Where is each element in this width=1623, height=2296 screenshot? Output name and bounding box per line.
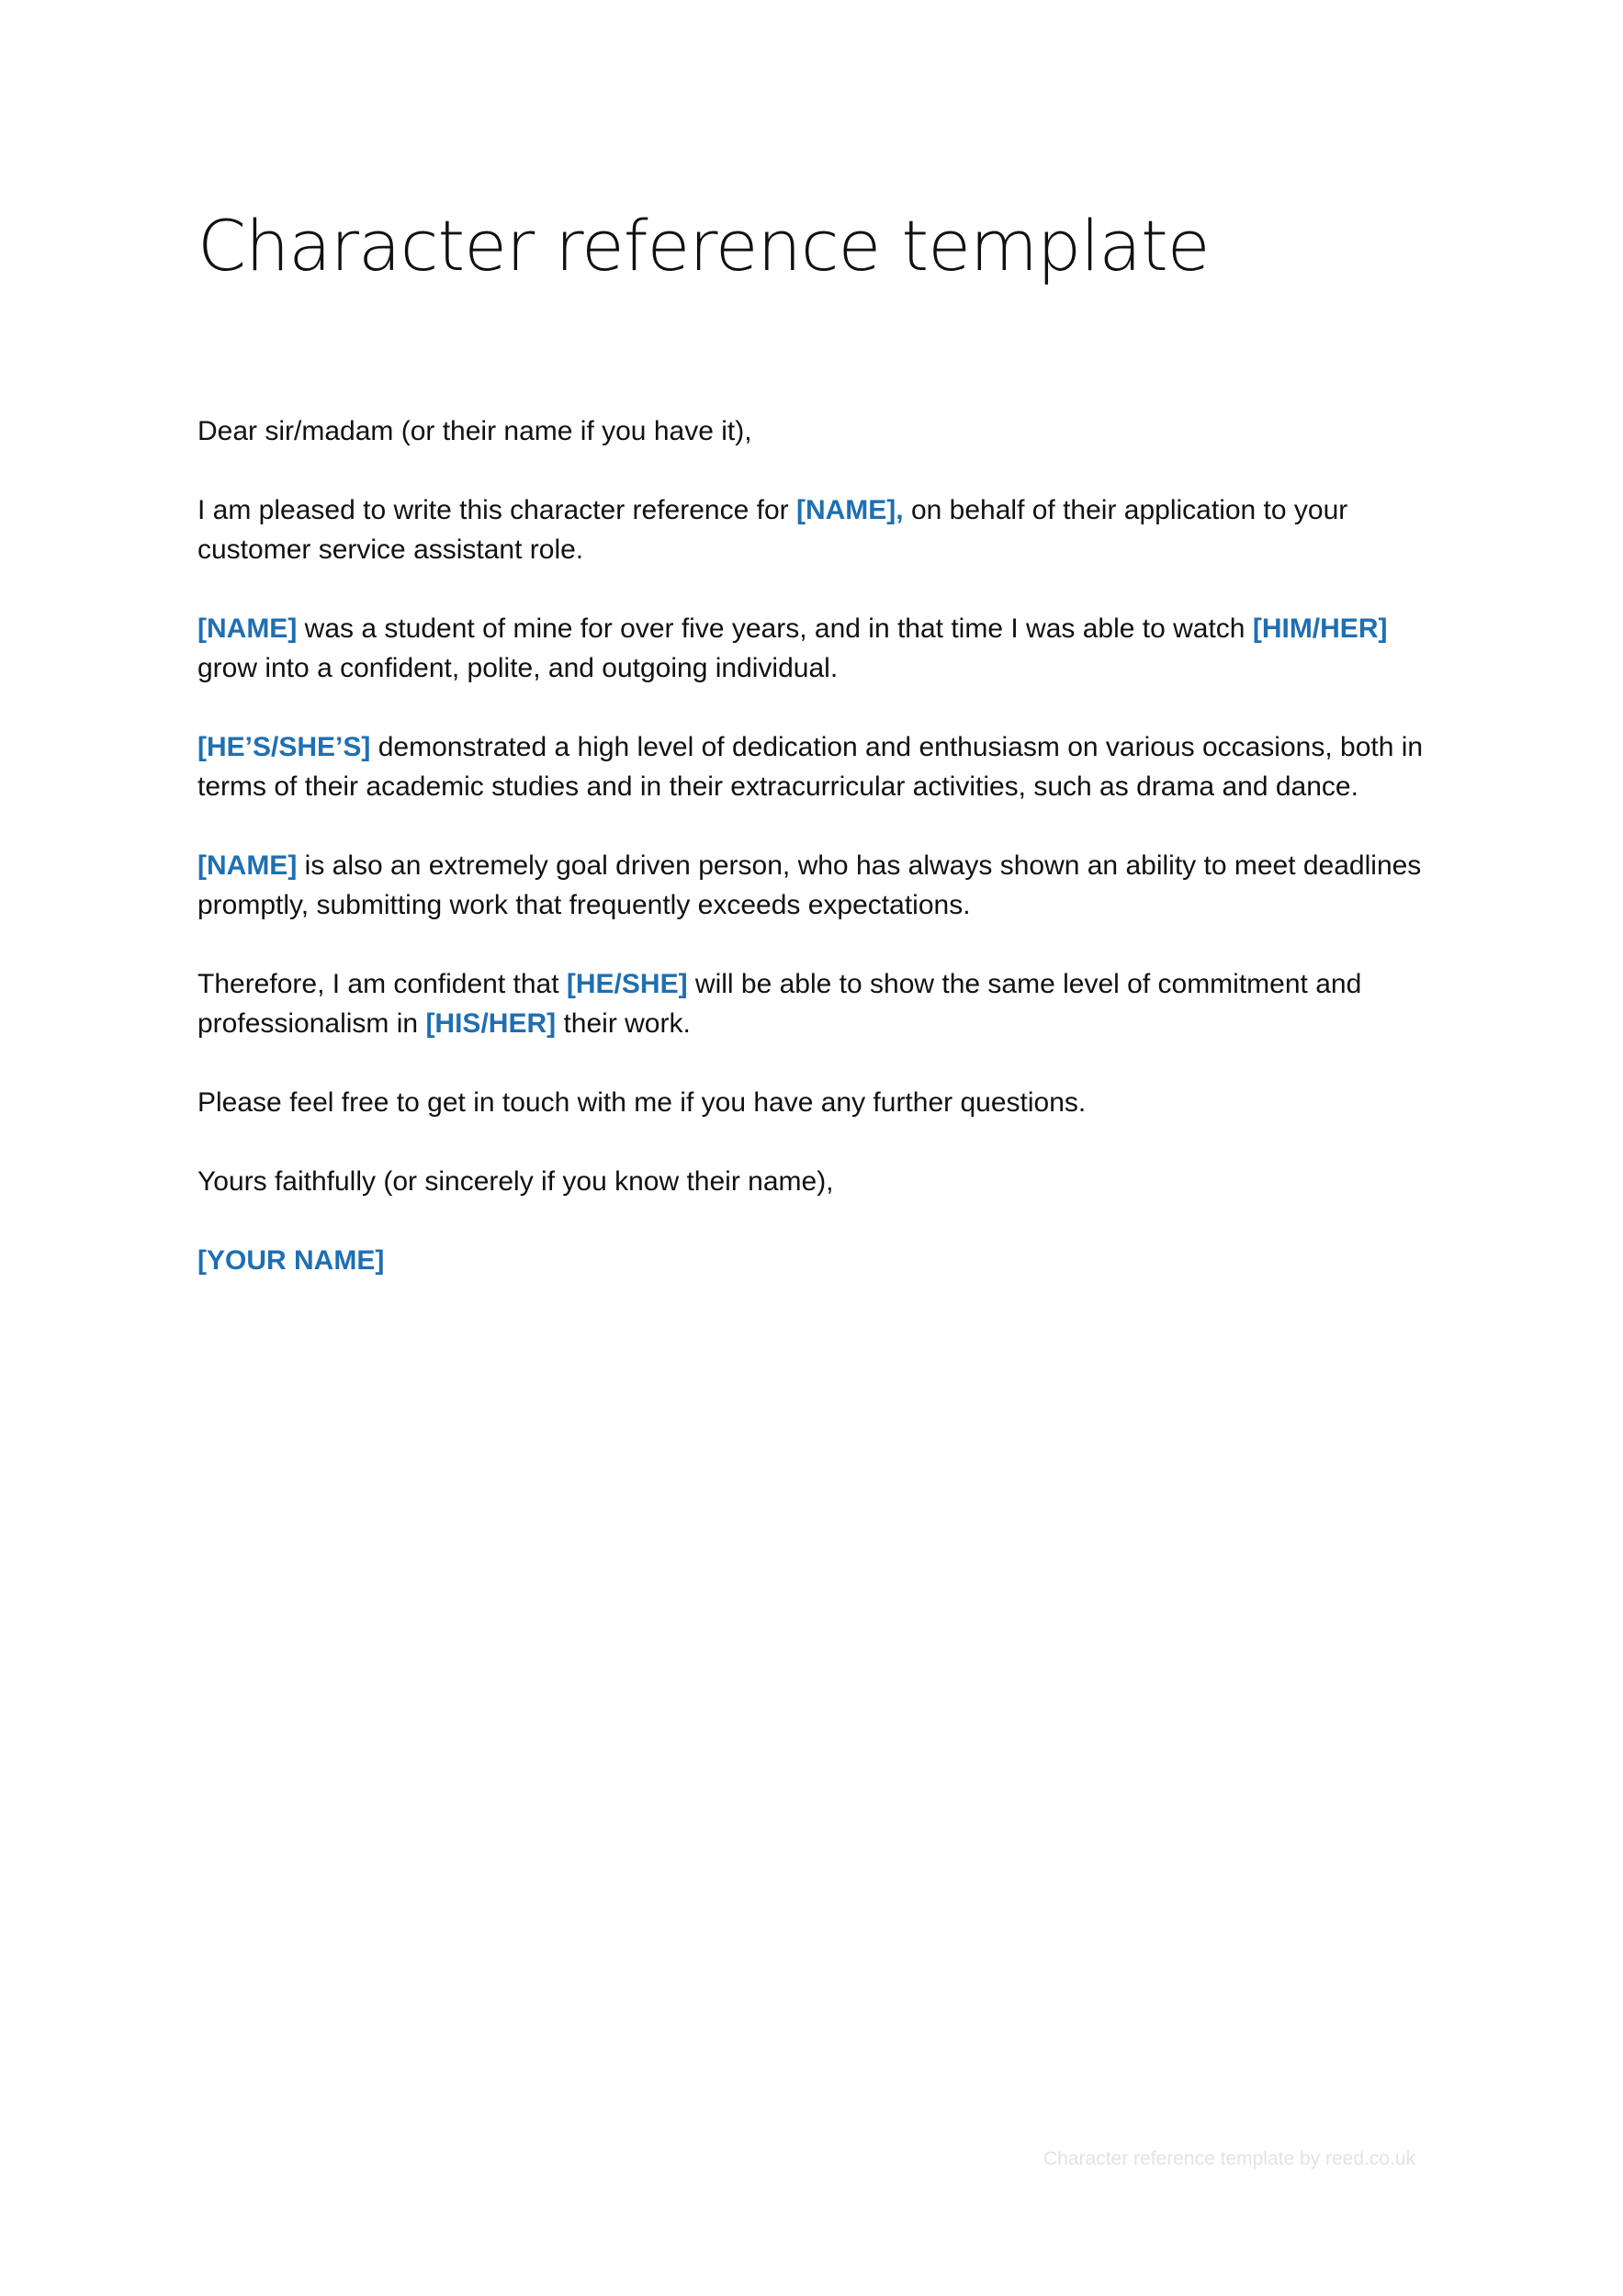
salutation: Dear sir/madam (or their name if you have it), [197, 416, 752, 446]
letter-body [197, 411, 1433, 1320]
paragraph-text: grow into a confident, polite, and outgoing individual. [197, 653, 839, 683]
placeholder-name: [NAME] [197, 613, 298, 644]
paragraph-confidence [197, 964, 1433, 1043]
paragraph-student [197, 609, 1433, 688]
paragraph-text: was a student of mine for over five years, and in that time I was able to watch [297, 613, 1253, 644]
paragraph-text: their work. [556, 1008, 691, 1039]
closing: Yours faithfully (or sincerely if you know their name), [197, 1166, 834, 1197]
placeholder-name: [NAME], [795, 495, 904, 525]
footer-watermark: Character reference template by reed.co.uk [1043, 2148, 1416, 2169]
paragraph-text: Therefore, I am confident that [197, 969, 567, 999]
paragraph-text: is also an extremely goal driven person, who has always shown an ability to meet deadlines promptly, submitting work that frequently exceeds expectations. [197, 850, 1422, 920]
paragraph-dedication [197, 727, 1433, 806]
document-title: Character reference template [197, 205, 1210, 287]
paragraph-contact: Please feel free to get in touch with me if you have any further questions. [197, 1087, 1087, 1118]
placeholder-he-she: [HE/SHE] [566, 969, 688, 999]
paragraph-text: on behalf of their application to your customer service assistant role. [197, 495, 1348, 565]
placeholder-hes-shes: [HE’S/SHE’S] [197, 732, 371, 762]
paragraph-goal-driven [197, 846, 1433, 925]
paragraph-text: will be able to show the same level of commitment and professionalism in [197, 969, 1362, 1039]
paragraph-text: demonstrated a high level of dedication and enthusiasm on various occasions, both in terms of their academic studies and in their extracurricular activities, such as drama and dance. [197, 732, 1424, 802]
signature-placeholder: [YOUR NAME] [197, 1245, 385, 1276]
placeholder-him-her: [HIM/HER] [1252, 613, 1388, 644]
paragraph-application [197, 490, 1433, 569]
placeholder-his-her: [HIS/HER] [425, 1008, 557, 1039]
paragraph-text: I am pleased to write this character reference for [197, 495, 796, 525]
placeholder-name: [NAME] [197, 850, 298, 881]
